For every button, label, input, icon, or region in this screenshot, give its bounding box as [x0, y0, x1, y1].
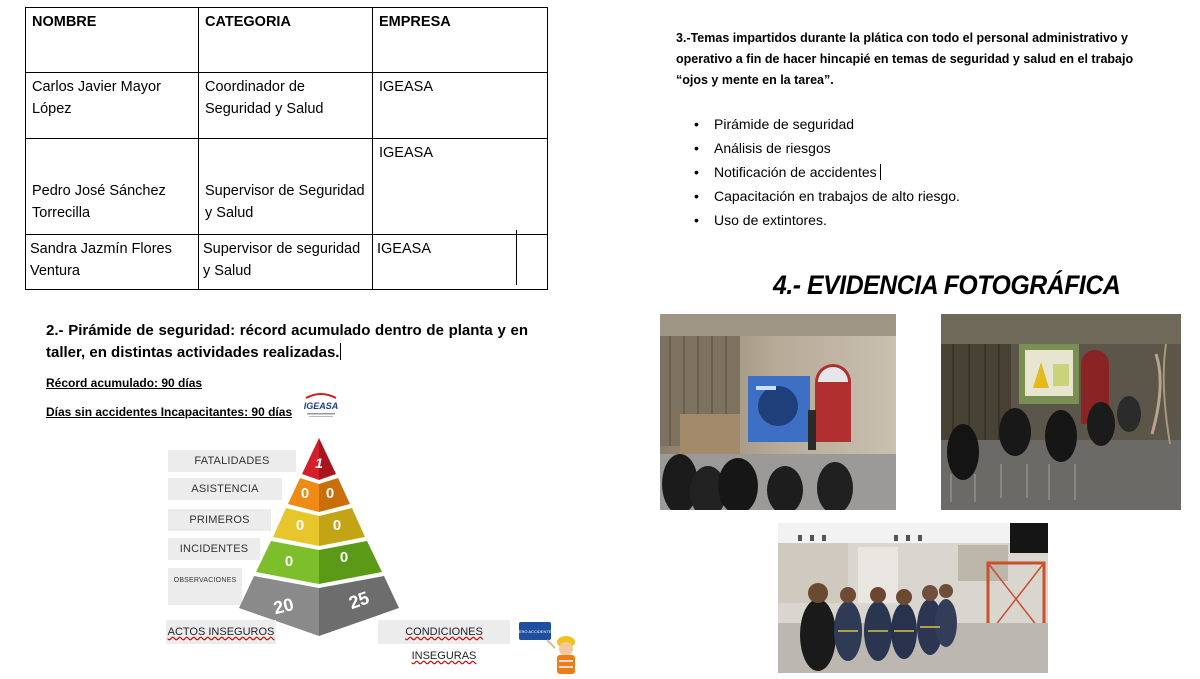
topics-list [694, 112, 960, 232]
cell-company: IGEASA [373, 139, 548, 235]
safety-pyramid [237, 436, 402, 641]
photo-workers-group [778, 523, 1048, 673]
list-item: • Capacitación en trabajos de alto riesgo. [694, 184, 960, 208]
label-condiciones-inseguras: CONDICIONES INSEGURAS [378, 620, 510, 644]
days-without-accidents: Días sin accidentes Incapacitantes: 90 días [46, 405, 293, 419]
cell-category: Supervisor de Seguridad y Salud [199, 139, 373, 235]
table-row [26, 139, 548, 235]
header-categoria: CATEGORIA [199, 8, 373, 73]
record-accumulated: Récord acumulado: 90 días [46, 376, 203, 390]
list-item: • Pirámide de seguridad [694, 112, 960, 136]
list-item: • Uso de extintores. [694, 208, 960, 232]
pyramid-value-right: 0 [325, 485, 335, 502]
cell-company: IGEASA [373, 235, 548, 290]
pyramid-value-right: 25 [346, 587, 372, 614]
sign-text: CERO ACCIDENTES [519, 629, 555, 634]
label-fatalidades: FATALIDADES [168, 450, 296, 472]
pyramid-value-left: 20 [271, 594, 296, 619]
safety-mascot [519, 622, 581, 674]
cell-name: Carlos Javier Mayor López [26, 73, 199, 139]
section-2-title: 2.- Pirámide de seguridad: récord acumulado dentro de planta y en taller, en distintas actividades realizadas. [46, 322, 528, 361]
table-row [26, 235, 548, 290]
pyramid-top-value: 1 [315, 455, 323, 471]
photo-training-room-2 [941, 314, 1181, 510]
cell-category: Coordinador de Seguridad y Salud [199, 73, 373, 139]
label-incidentes: INCIDENTES [168, 538, 260, 560]
header-nombre: NOMBRE [26, 8, 199, 73]
pyramid-value-left: 0 [284, 553, 294, 570]
cell-name: Sandra Jazmín Flores Ventura [26, 235, 199, 290]
pyramid-value-right: 0 [339, 549, 349, 566]
section-3-title: 3.-Temas impartidos durante la plática con todo el personal administrativo y operativo a fin de hacer hincapié en temas de seguridad y salud en el trabajo “ojos y mente en la tarea”. [676, 31, 1134, 87]
list-item: • Análisis de riesgos [694, 136, 960, 160]
list-item: • Notificación de accidentes [694, 160, 960, 184]
pyramid-value-left: 0 [300, 485, 310, 502]
logo-text: IGEASA [303, 401, 339, 411]
label-actos-inseguros: ACTOS INSEGUROS [166, 620, 276, 644]
label-asistencia: ASISTENCIA [168, 478, 282, 500]
table-row [26, 73, 548, 139]
cell-category: Supervisor de seguridad y Salud [199, 235, 373, 290]
table-extra-cell [516, 230, 548, 285]
cell-company: IGEASA [373, 73, 548, 139]
pyramid-value-right: 0 [332, 517, 342, 534]
photo-training-room-1 [660, 314, 896, 510]
label-observaciones: OBSERVACIONES [168, 568, 242, 605]
section-4-title: 4.- EVIDENCIA FOTOGRÁFICA [773, 270, 1121, 300]
cell-name: Pedro José Sánchez Torrecilla [26, 139, 199, 235]
header-empresa: EMPRESA [373, 8, 548, 73]
pyramid-value-left: 0 [295, 517, 305, 534]
label-primeros: PRIMEROS [168, 509, 271, 531]
staff-table [25, 7, 548, 290]
igeasa-logo [303, 392, 339, 422]
